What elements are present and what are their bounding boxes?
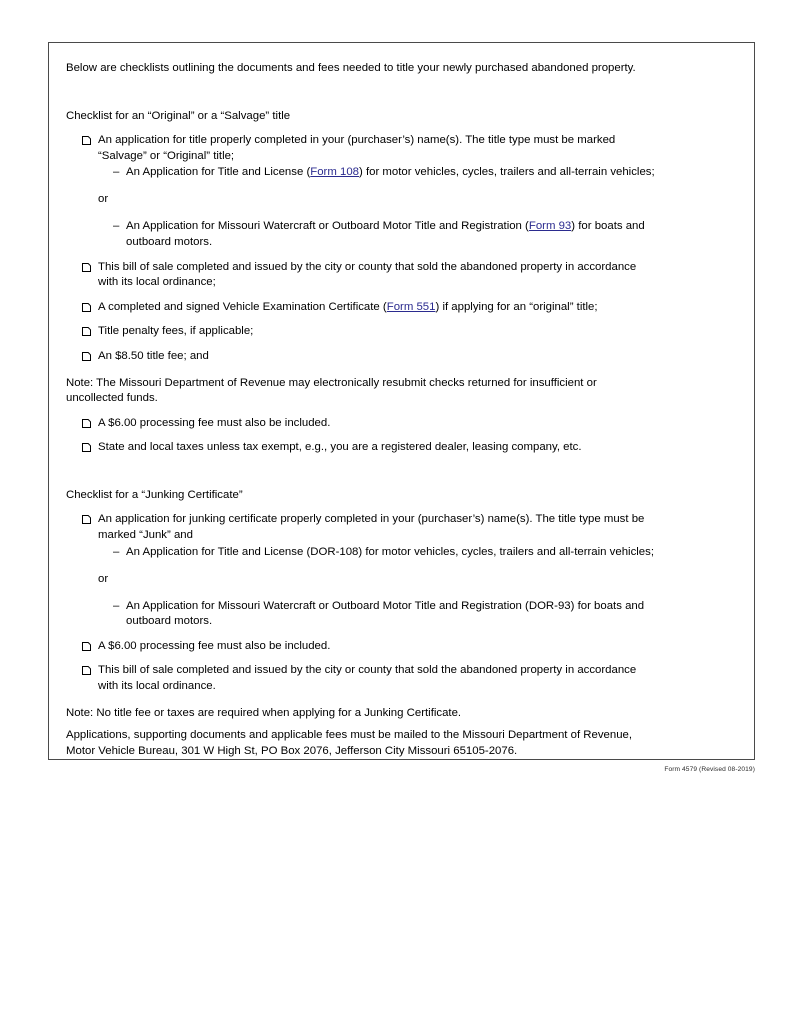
form-551-link[interactable]: Form 551 bbox=[386, 300, 436, 313]
checklist-item-text: A $6.00 processing fee must also be included. bbox=[98, 639, 331, 652]
sub-item bbox=[113, 599, 733, 630]
spacer bbox=[66, 456, 733, 488]
checklist-item-text: An application for title properly completed in your (purchaser’s) name(s). The title type must be marked “Salvage” or “Original” title; bbox=[98, 134, 616, 162]
checkbox-icon[interactable] bbox=[82, 136, 91, 145]
checkbox-icon[interactable] bbox=[82, 642, 91, 651]
checklist-item-text: An application for junking certificate properly completed in your (purchaser’s) name(s). The title type must be marked “Junk” and bbox=[98, 513, 645, 542]
original-salvage-checklist-title: Checklist for an “Original” or a “Salvage” title bbox=[66, 109, 291, 122]
dash-icon: – bbox=[113, 166, 120, 179]
checkbox-icon[interactable] bbox=[82, 352, 91, 361]
form-footer: Form 4579 (Revised 08-2019) bbox=[664, 766, 755, 773]
checklist-item-text: This bill of sale completed and issued by the city or county that sold the abandoned property in accordance with its local ordinance. bbox=[98, 664, 637, 692]
checklist-item[interactable] bbox=[82, 440, 733, 456]
checklist-item-text: This bill of sale completed and issued by the city or county that sold the abandoned property in accordance with its local ordinance; bbox=[98, 260, 637, 289]
checkbox-icon[interactable] bbox=[82, 263, 91, 272]
dash-icon: – bbox=[113, 220, 120, 233]
checklist-item[interactable] bbox=[82, 416, 733, 432]
sub-item-text: An Application for Title and License (DOR-108) for motor vehicles, cycles, trailers and all-terrain vehicles; bbox=[126, 545, 654, 558]
junking-note: Note: No title fee or taxes are required when applying for a Junking Certificate. bbox=[66, 706, 462, 719]
junking-checklist-title: Checklist for a “Junking Certificate” bbox=[66, 488, 243, 501]
checkbox-icon[interactable] bbox=[82, 327, 91, 336]
mailing-instructions: Applications, supporting documents and applicable fees must be mailed to the Missouri Department of Revenue, Motor Vehicle Bureau, 301 W High St, PO Box 2076, Jefferson City Missouri 65105-2076. bbox=[66, 729, 633, 757]
checklist-item[interactable] bbox=[82, 512, 733, 543]
or-connector: or bbox=[98, 572, 109, 585]
dash-icon: – bbox=[113, 599, 120, 612]
sub-item-text: An Application for Missouri Watercraft or Outboard Motor Title and Registration (Form 93) for boats and outboard motors. bbox=[126, 220, 645, 248]
spacer bbox=[66, 365, 733, 376]
or-connector: or bbox=[98, 193, 109, 206]
spacer bbox=[66, 695, 733, 706]
form-93-link[interactable]: Form 93 bbox=[528, 220, 572, 233]
checkbox-icon[interactable] bbox=[82, 515, 91, 524]
checklist-item-text: An $8.50 title fee; and bbox=[98, 349, 209, 362]
checklist-item[interactable] bbox=[82, 133, 733, 164]
checklist-item[interactable] bbox=[82, 324, 733, 340]
checklist-item[interactable] bbox=[82, 349, 733, 365]
sub-item-text: An Application for Missouri Watercraft or Outboard Motor Title and Registration (DOR-93) for boats and outboard motors. bbox=[126, 599, 645, 628]
checklist-item-text: A completed and signed Vehicle Examination Certificate (Form 551) if applying for an “original” title; bbox=[98, 300, 598, 313]
checkbox-icon[interactable] bbox=[82, 419, 91, 428]
checkbox-icon[interactable] bbox=[82, 303, 91, 312]
checklist-item-text: A $6.00 processing fee must also be included. bbox=[98, 416, 331, 429]
sub-item bbox=[113, 545, 733, 561]
document-content bbox=[66, 61, 733, 759]
checklist-item[interactable] bbox=[82, 300, 733, 316]
checklist-item[interactable] bbox=[82, 639, 733, 655]
dash-icon: – bbox=[113, 545, 120, 558]
checkbox-icon[interactable] bbox=[82, 443, 91, 452]
form-108-link[interactable]: Form 108 bbox=[310, 166, 360, 179]
checklist-item[interactable] bbox=[82, 260, 733, 291]
checkbox-icon[interactable] bbox=[82, 666, 91, 675]
sub-item-text: An Application for Title and License (Form 108) for motor vehicles, cycles, trailers and all-terrain vehicles; bbox=[126, 166, 655, 179]
spacer bbox=[66, 77, 733, 109]
spacer bbox=[66, 721, 733, 728]
lead-paragraph: Below are checklists outlining the documents and fees needed to title your newly purchased abandoned property. bbox=[66, 62, 636, 74]
sub-item bbox=[113, 165, 733, 181]
document-page-frame bbox=[48, 42, 755, 760]
sub-item bbox=[113, 219, 733, 250]
checklist-item-text: Title penalty fees, if applicable; bbox=[98, 325, 254, 338]
checklist-item[interactable] bbox=[82, 663, 733, 694]
insufficient-funds-note: Note: The Missouri Department of Revenue may electronically resubmit checks returned for insufficient or uncollected funds. bbox=[66, 376, 597, 405]
checklist-item-text: State and local taxes unless tax exempt, e.g., you are a registered dealer, leasing company, etc. bbox=[98, 441, 582, 454]
